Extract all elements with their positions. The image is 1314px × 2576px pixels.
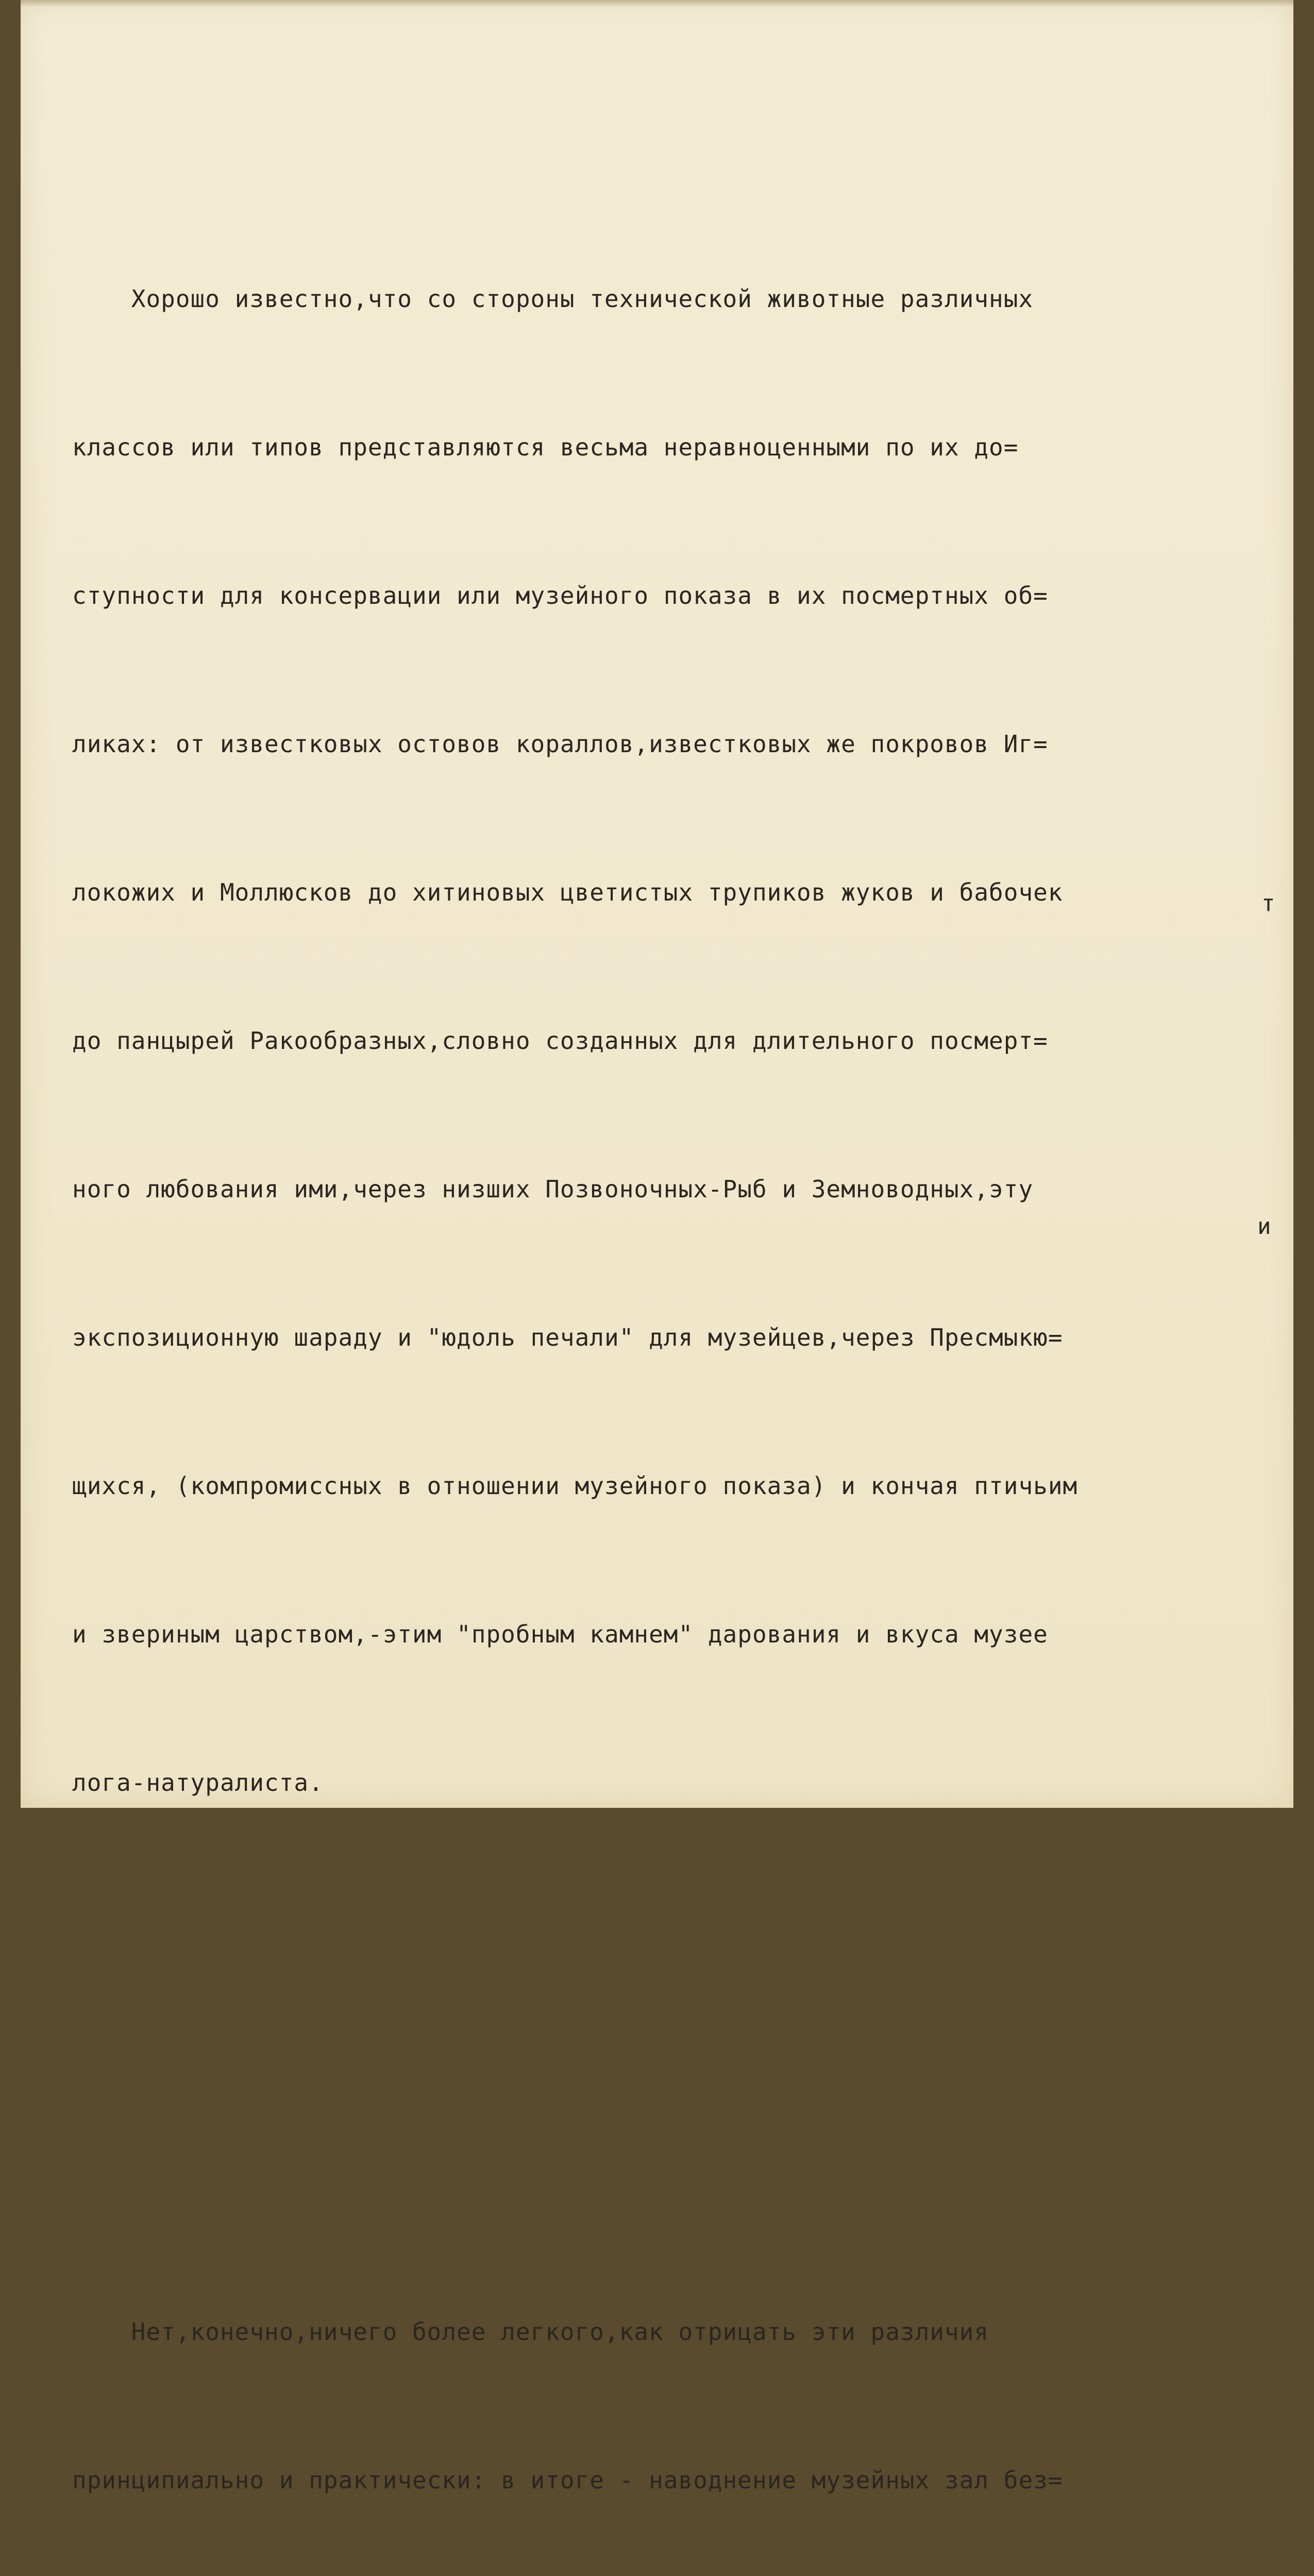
text-line: ступности для консервации или музейного показа в их посмертных об=	[72, 582, 1048, 609]
text-line: классов или типов представляются весьма неравноценными по их до=	[72, 433, 1019, 461]
paragraph	[72, 2208, 1278, 2576]
text-line: лога-натуралиста.	[72, 1769, 324, 1797]
paper-top-edge	[21, 0, 1293, 7]
text-line: локожих и Моллюсков до хитиновых цветистых трупиков жуков и бабочек	[72, 878, 1063, 906]
document-body	[72, 27, 1278, 2576]
text-line: экспозиционную шараду и "юдоль печали" для музейцев,через Пресмыкю=	[72, 1324, 1063, 1351]
text-line: ликах: от известковых остовов кораллов,известковых же покровов Иг=	[72, 730, 1048, 758]
text-line: ного любования ими,через низших Позвоночных-Рыб и Земноводных,эту	[72, 1175, 1034, 1203]
margin-mark: т	[1261, 890, 1275, 917]
text-line: щихся, (компромиссных в отношении музейного показа) и кончая птичьим	[72, 1472, 1078, 1500]
paragraph	[72, 175, 1278, 1906]
text-line: принципиально и практически: в итоге - наводнение музейных зал без=	[72, 2466, 1063, 2494]
text-line: Хорошо известно,что со стороны технической животные различных	[72, 285, 1034, 313]
text-line: и звериным царством,-этим "пробным камнем" дарования и вкуса музее	[72, 1620, 1048, 1648]
text-line: Нет,конечно,ничего более легкого,как отрицать эти различия	[72, 2318, 989, 2346]
text-line: до панцырей Ракообразных,словно созданных для длительного посмерт=	[72, 1027, 1048, 1055]
margin-mark: и	[1257, 1213, 1271, 1240]
typewritten-page	[21, 0, 1293, 2494]
